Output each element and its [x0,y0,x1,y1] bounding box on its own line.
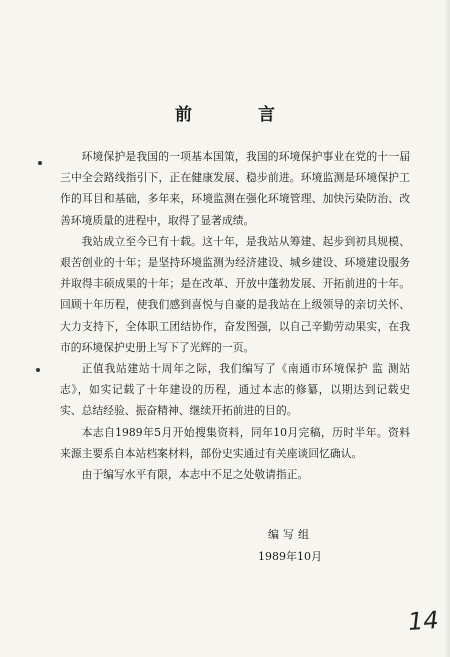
binding-hole-mark [36,368,40,372]
signature: 编写组 [268,528,313,541]
paragraph: 本志自1989年5月开始搜集资料，同年10月完稿，历时半年。资料来源主要系自本站档案材料，部份史实通过有关座谈回忆确认。 [60,425,410,460]
page-title: 前 言 [175,105,305,125]
page-edge-shadow [444,0,450,657]
signature-date: 1989年10月 [258,550,322,563]
binding-hole-mark [38,161,42,165]
document-body [60,146,410,485]
paragraph: 我站成立至今已有十载。这十年，是我站从筹建、起步到初具规模、艰苦创业的十年；是坚持环境监测为经济建设、城乡建设、环境建设服务并取得丰硕成果的十年；是在改革、开放中蓬勃发展、开拓前进的十年。回顾十年历程，使我们感到喜悦与自豪的是我站在上级领导的亲切关怀、大力支持下，全体职工团结协作，奋发图强，以自己辛勤劳动果实，在我市的环境保护史册上写下了光辉的一页。 [60,234,410,354]
paragraph: 正值我站建站十周年之际，我们编写了《南通市环境保护 监 测站志》，如实记载了十年建设的历程，通过本志的修纂，以期达到记载史实、总结经验、振奋精神、继续开拓前进的目的。 [60,362,410,418]
paragraph: 由于编写水平有限，本志中不足之处敬请指正。 [81,468,309,482]
handwritten-page-number: 14 [407,605,440,637]
paragraph: 环境保护是我国的一项基本国策，我国的环境保护事业在党的十一届三中全会路线指引下，正在健康发展、稳步前进。环境监测是环境保护工作的耳目和基础，多年来，环境监测在强化环境管理、加快污染防治、改善环境质量的进程中，取得了显著成绩。 [60,150,410,227]
